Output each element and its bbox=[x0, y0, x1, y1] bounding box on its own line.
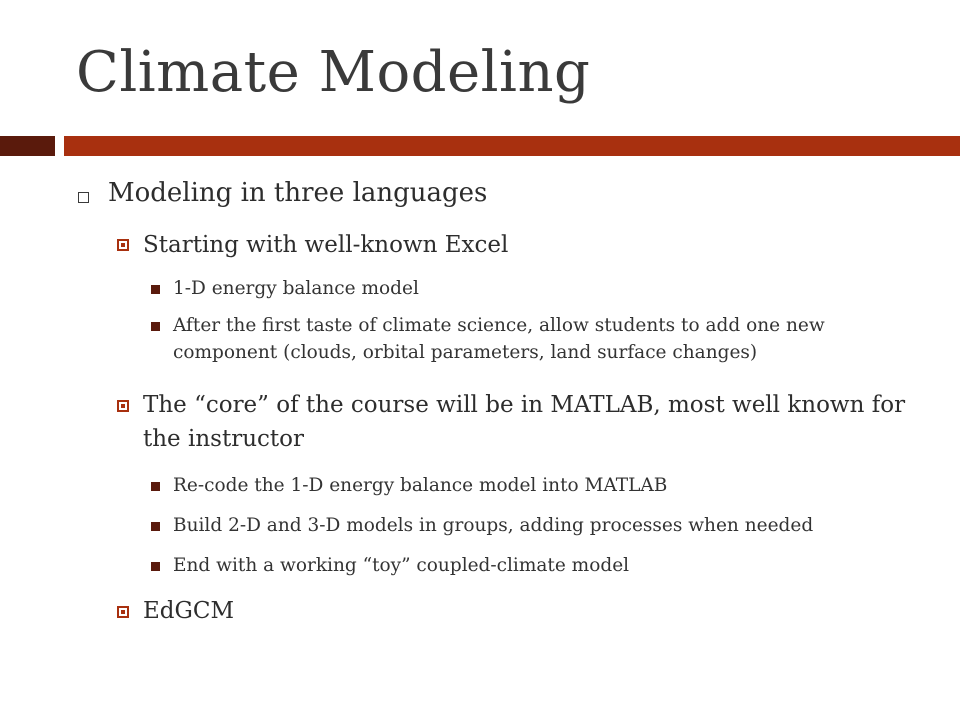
solid-square-bullet-icon bbox=[151, 285, 160, 294]
solid-square-bullet-icon bbox=[151, 562, 160, 571]
bullet-excel-heading: Starting with well-known Excel bbox=[143, 232, 509, 258]
bullet-matlab-item-2: Build 2-D and 3-D models in groups, adding processes when needed bbox=[173, 515, 814, 536]
solid-square-bullet-icon bbox=[151, 482, 160, 491]
bullet-matlab-item-1: Re-code the 1-D energy balance model into MATLAB bbox=[173, 475, 668, 496]
solid-square-bullet-icon bbox=[151, 522, 160, 531]
hollow-square-bullet-icon bbox=[78, 192, 89, 203]
slide-title: Climate Modeling bbox=[76, 40, 591, 105]
framed-square-bullet-icon bbox=[117, 400, 129, 412]
bullet-main: Modeling in three languages bbox=[108, 178, 488, 208]
solid-square-bullet-icon bbox=[151, 322, 160, 331]
bullet-excel-item-1: 1-D energy balance model bbox=[173, 278, 419, 299]
framed-square-bullet-icon bbox=[117, 606, 129, 618]
bullet-edgcm: EdGCM bbox=[143, 598, 235, 624]
framed-square-bullet-icon bbox=[117, 239, 129, 251]
bullet-matlab-heading: The “core” of the course will be in MATLAB, most well known for the instructor bbox=[143, 392, 906, 452]
bullet-matlab-item-3: End with a working “toy” coupled-climate model bbox=[173, 555, 630, 576]
bullet-excel-item-2: After the first taste of climate science, allow students to add one new component (clouds, orbital parameters, land surface changes) bbox=[173, 315, 825, 363]
